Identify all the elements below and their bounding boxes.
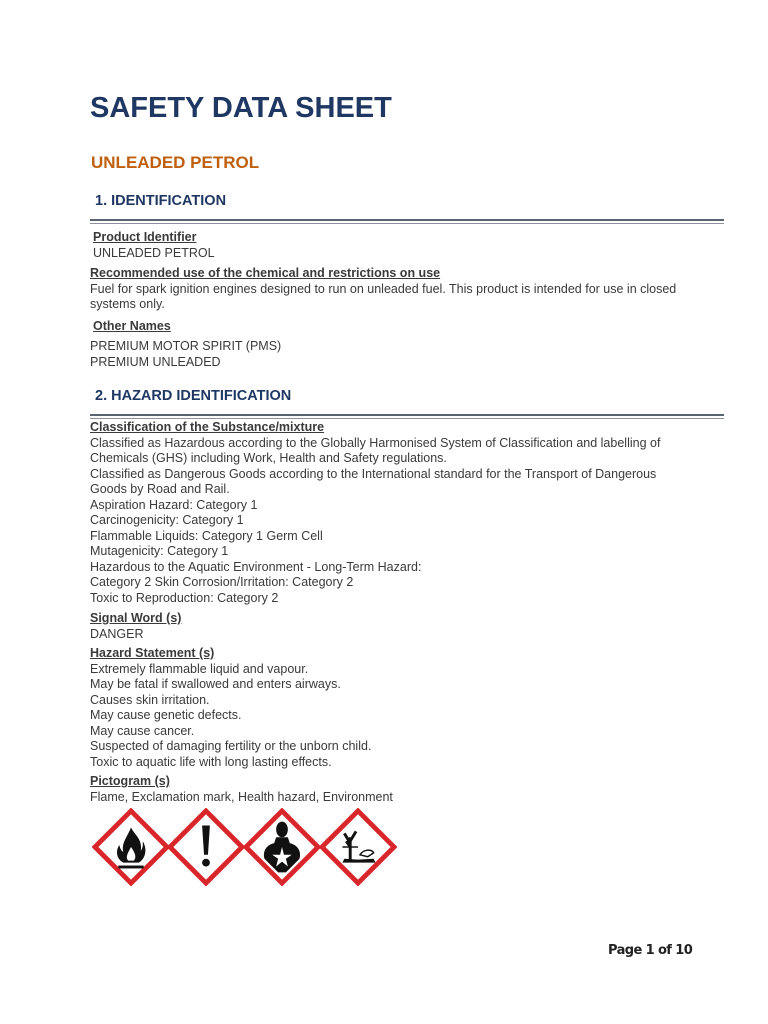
other-names-label: Other Names [93,319,171,333]
other-name: PREMIUM UNLEADED [90,354,221,369]
signal-word-value: DANGER [90,626,144,641]
signal-word [90,611,710,642]
hazard-statement: Toxic to aquatic life with long lasting effects. [90,754,332,769]
hazard-statement: May cause genetic defects. [90,708,242,722]
other-names [90,339,710,370]
hazard-statement: Suspected of damaging fertility or the unborn child. [90,739,372,753]
recommended-use-label: Recommended use of the chemical and restrictions on use [90,266,441,280]
page-number: Page 1 of 10 [608,943,693,958]
text-line: Aspiration Hazard: Category 1 [90,497,258,512]
section-divider [90,414,724,419]
classification-label: Classification of the Substance/mixture [90,420,325,434]
section-1-heading: 1. IDENTIFICATION [95,193,227,209]
classification [90,420,710,606]
hazard-statement: Causes skin irritation. [90,692,210,707]
hazard-statements [90,646,710,770]
pictogram-label: Pictogram (s) [90,774,170,788]
signal-word-label: Signal Word (s) [90,611,182,625]
pictograms [90,774,710,805]
text-line: Hazardous to the Aquatic Environment - Long-Term Hazard: [90,559,422,574]
text-line: Classified as Hazardous according to the Globally Harmonised System of Classification and labelling of [90,435,661,450]
text-line: systems only. [90,297,165,311]
text-line: Toxic to Reproduction: Category 2 [90,590,279,605]
hazard-statement: Extremely flammable liquid and vapour. [90,661,309,676]
flame-pictogram-icon [92,808,170,886]
text-line: Fuel for spark ignition engines designed to run on unleaded fuel. This product is intended for use in closed [90,281,677,296]
text-line: Flammable Liquids: Category 1 Germ Cell [90,528,323,543]
text-line: Mutagenicity: Category 1 [90,544,229,558]
section-divider [90,219,724,224]
product-identifier-value: UNLEADED PETROL [93,245,215,260]
text-line: Carcinogenicity: Category 1 [90,513,244,527]
text-line: Classified as Dangerous Goods according to the International standard for the Transport of Dangerous [90,466,657,481]
health-hazard-pictogram-icon [243,808,321,886]
environment-pictogram-icon [319,808,397,886]
product-identifier [93,230,713,261]
other-names-label-block [93,319,713,335]
pictogram-text: Flame, Exclamation mark, Health hazard, Environment [90,789,393,804]
hazard-statement-label: Hazard Statement (s) [90,646,215,660]
exclamation-mark-pictogram-icon [167,808,245,886]
text-line: Category 2 Skin Corrosion/Irritation: Category 2 [90,575,354,589]
product-identifier-label: Product Identifier [93,230,197,244]
hazard-statement: May cause cancer. [90,723,195,738]
text-line: Goods by Road and Rail. [90,482,230,496]
other-name: PREMIUM MOTOR SPIRIT (PMS) [90,339,282,353]
product-name: UNLEADED PETROL [91,153,260,172]
text-line: Chemicals (GHS) including Work, Health and Safety regulations. [90,451,447,465]
section-2-heading: 2. HAZARD IDENTIFICATION [95,388,292,404]
hazard-statement: May be fatal if swallowed and enters airways. [90,677,341,691]
document-title: SAFETY DATA SHEET [90,92,392,124]
recommended-use [90,266,710,313]
